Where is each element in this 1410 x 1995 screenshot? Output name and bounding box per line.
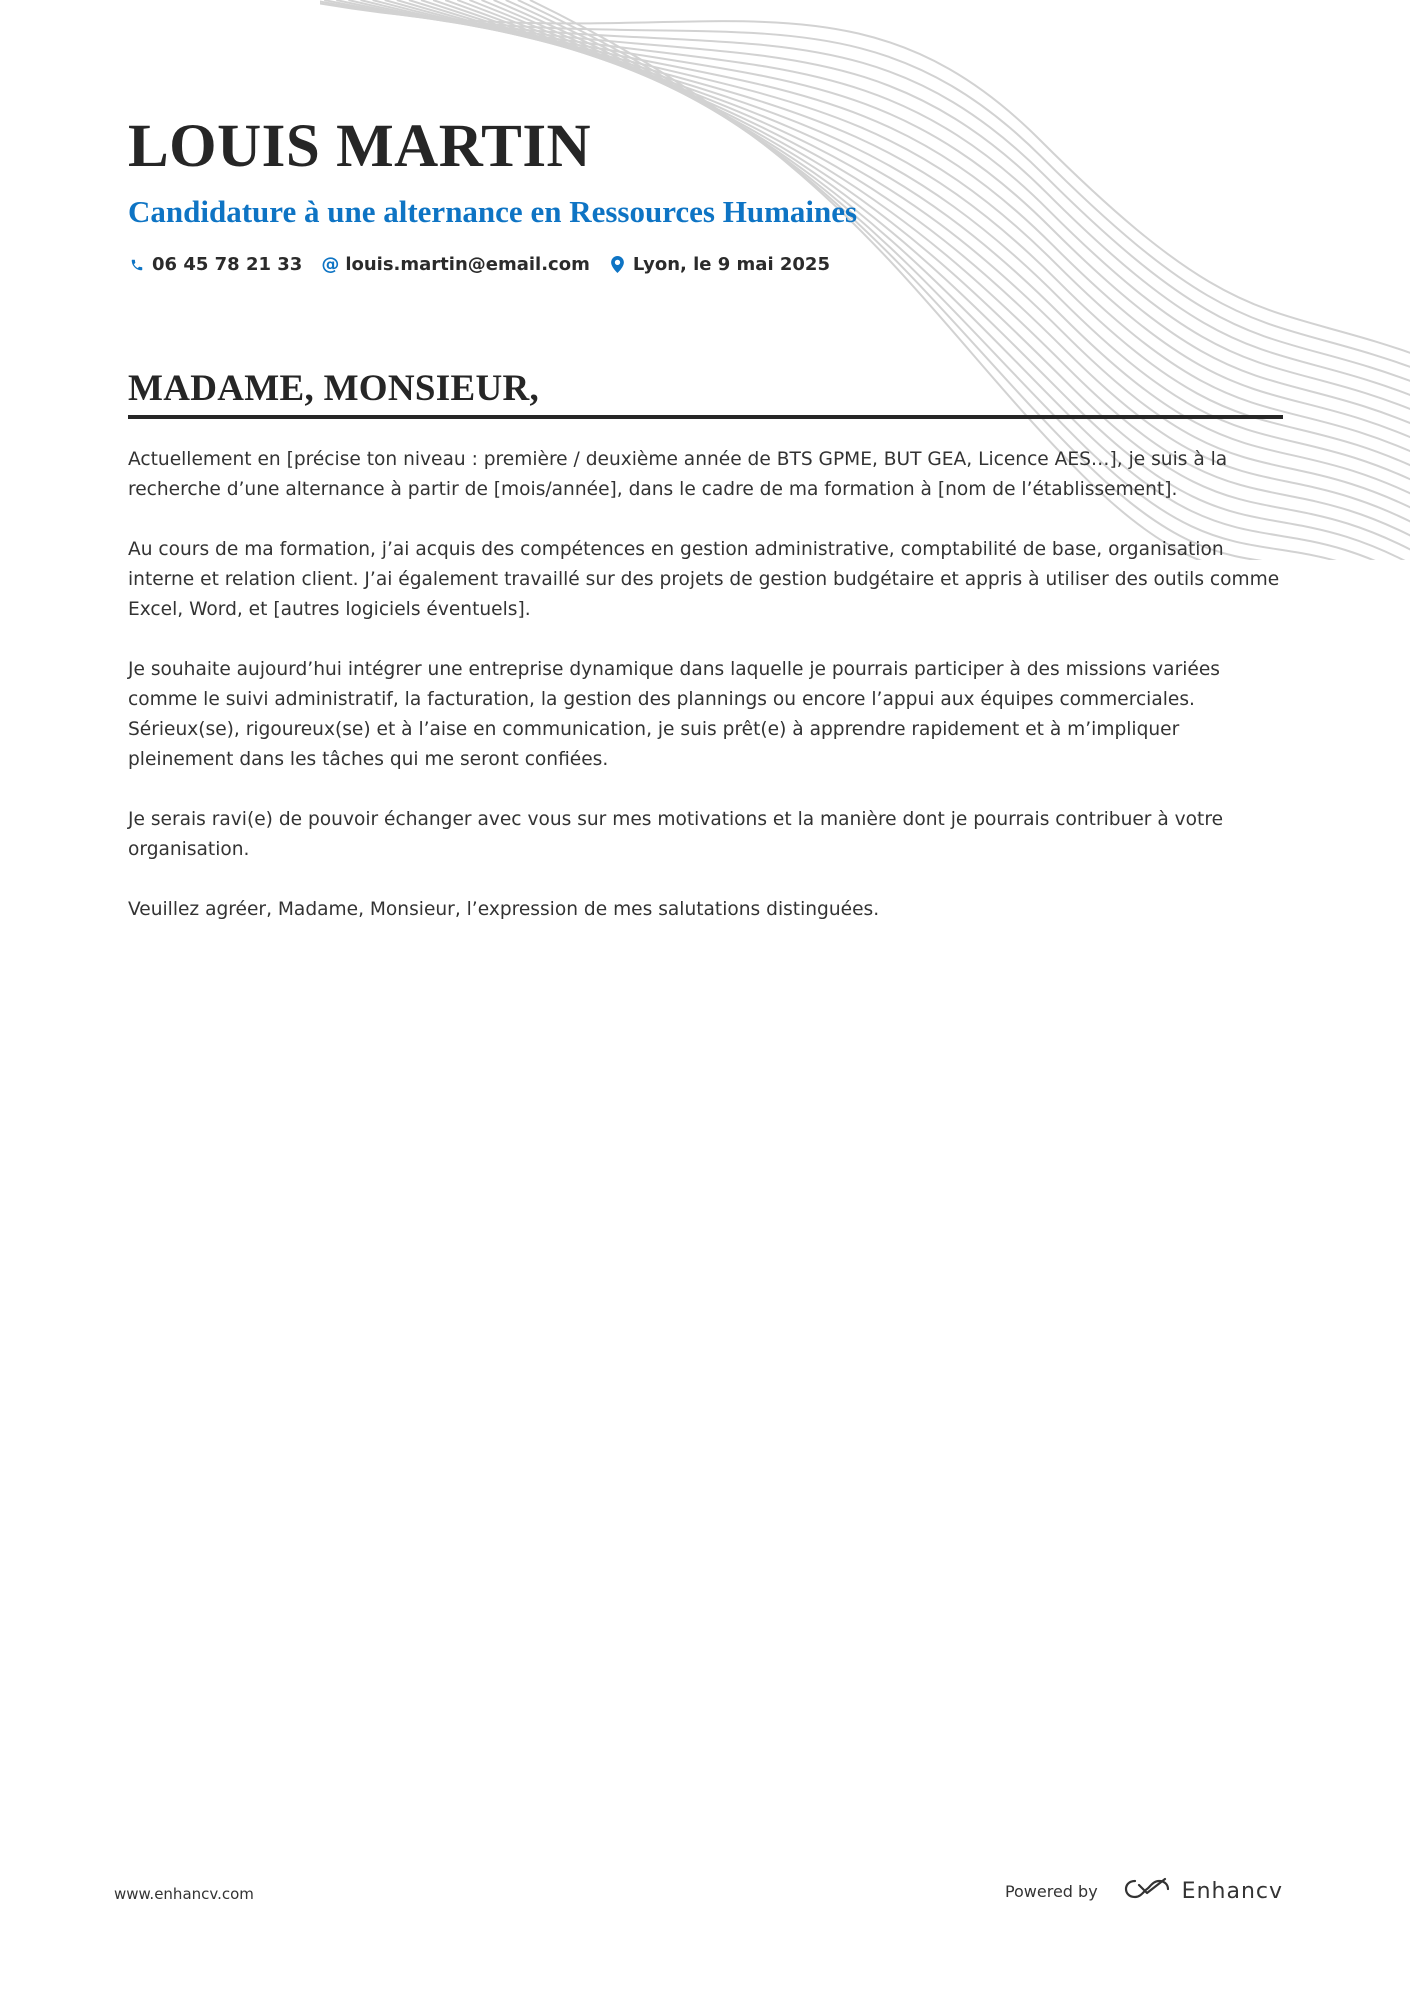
phone-number: 06 45 78 21 33 xyxy=(152,254,303,275)
letter-content xyxy=(128,112,1283,955)
footer-website[interactable] xyxy=(114,1885,254,1903)
brand-logo[interactable] xyxy=(1124,1877,1283,1905)
salutation-heading: MADAME, MONSIEUR, xyxy=(128,368,540,409)
footer-branding xyxy=(1005,1877,1283,1905)
contact-line xyxy=(128,254,1283,275)
contact-email xyxy=(321,254,590,275)
letter-body xyxy=(128,445,1283,925)
location-date: Lyon, le 9 mai 2025 xyxy=(632,254,830,275)
applicant-name: LOUIS MARTIN xyxy=(128,113,592,180)
letter-paragraph: Je serais ravi(e) de pouvoir échanger avec vous sur mes motivations et la manière dont je pourrais contribuer à votre organisation. xyxy=(128,809,1224,860)
brand-name: Enhancv xyxy=(1181,1878,1283,1904)
phone-icon xyxy=(128,256,146,274)
contact-phone xyxy=(128,254,302,275)
letter-paragraph: Actuellement en [précise ton niveau : première / deuxième année de BTS GPME, BUT GEA, Licence AES…], je suis à la recherche d’une alternance à partir de [mois/année], dans le cadre de ma formation à [nom de l’établissement]. xyxy=(128,449,1228,500)
letter-closing: Veuillez agréer, Madame, Monsieur, l’expression de mes salutations distinguées. xyxy=(128,899,880,920)
website-link[interactable]: www.enhancv.com xyxy=(114,1885,254,1903)
contact-location xyxy=(609,254,830,275)
email-address: louis.martin@email.com xyxy=(345,254,590,275)
powered-by-label: Powered by xyxy=(1004,1881,1098,1901)
letter-paragraph: Je souhaite aujourd’hui intégrer une entreprise dynamique dans laquelle je pourrais participer à des missions variées comme le suivi administratif, la facturation, la gestion des plannings ou encore l’appui aux équipes commerciales. Sérieux(se), rigoureux(se) et à l’aise en communication, je suis prêt(e) à apprendre rapidement et à m’impliquer pleinement dans les tâches qui me seront confiées. xyxy=(128,659,1220,770)
map-pin-icon xyxy=(609,256,627,274)
application-title: Candidature à une alternance en Ressources Humaines xyxy=(128,194,858,229)
heading-divider xyxy=(128,415,1283,419)
letter-paragraph: Au cours de ma formation, j’ai acquis des compétences en gestion administrative, comptabilité de base, organisation interne et relation client. J’ai également travaillé sur des projets de gestion budgétaire et appris à utiliser des outils comme Excel, Word, et [autres logiciels éventuels]. xyxy=(128,539,1280,620)
at-icon: @ xyxy=(321,254,340,275)
enhancv-logo-icon xyxy=(1124,1877,1170,1905)
